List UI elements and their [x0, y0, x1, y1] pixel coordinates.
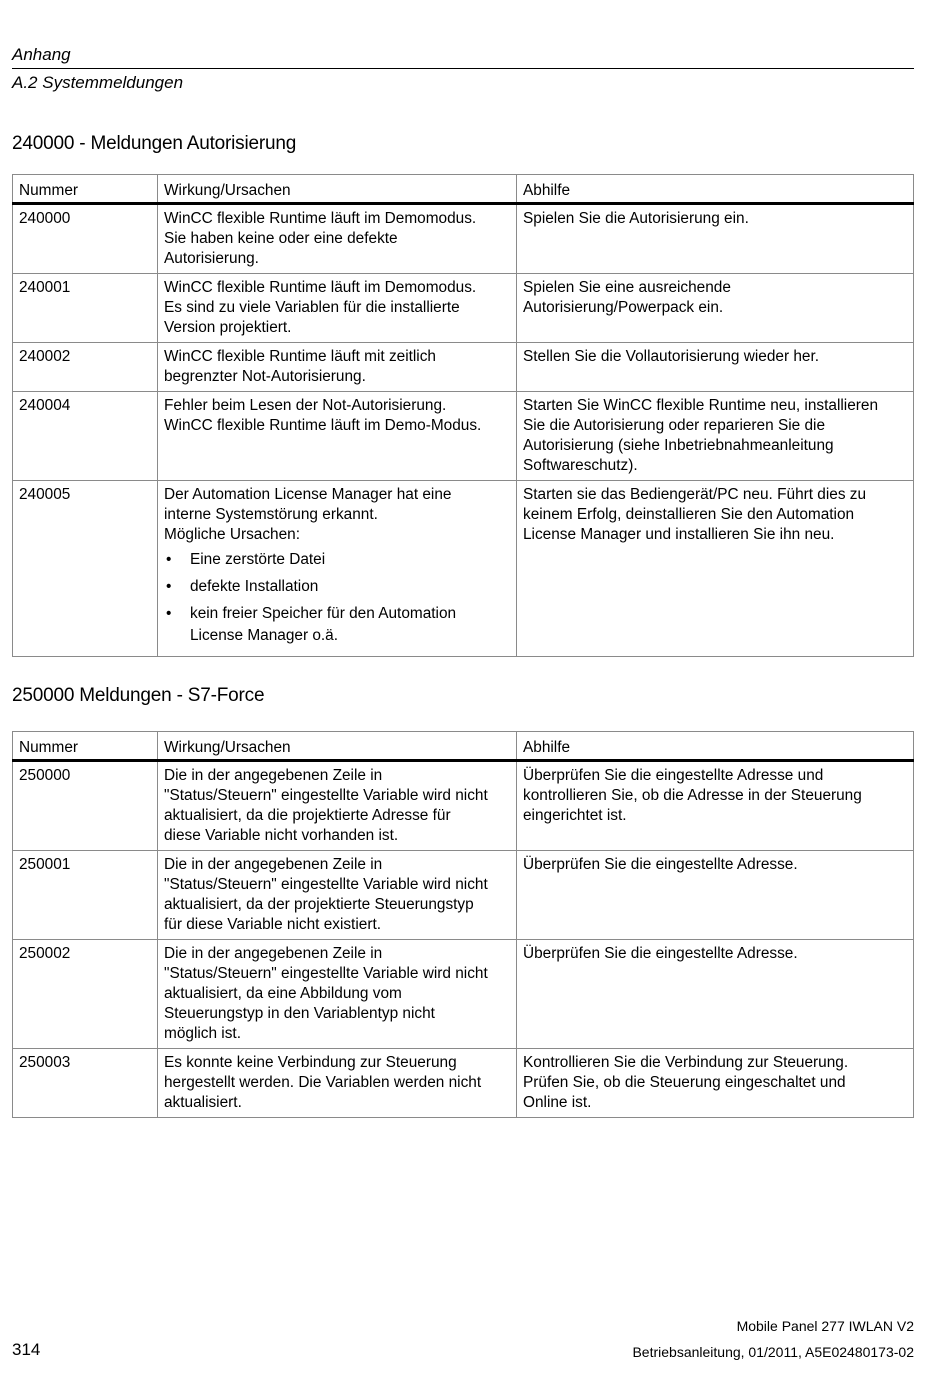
text-line: Autorisierung/Powerpack ein.: [523, 299, 724, 316]
text-line: Es konnte keine Verbindung zur Steuerung: [164, 1054, 457, 1071]
footer-product: Mobile Panel 277 IWLAN V2: [736, 1318, 914, 1334]
running-head-section: A.2 Systemmeldungen: [12, 73, 184, 92]
text-line: möglich ist.: [164, 1025, 241, 1042]
text-line: eingerichtet ist.: [523, 807, 627, 824]
header-nummer: Nummer: [13, 175, 158, 204]
text-line: WinCC flexible Runtime läuft im Demomodus.: [164, 279, 477, 296]
cell-nummer: 250003: [13, 1049, 158, 1118]
cell-nummer: 240000: [13, 204, 158, 274]
text-line: "Status/Steuern" eingestellte Variable wird nicht: [164, 787, 488, 804]
text-line: Starten sie das Bediengerät/PC neu. Führt dies zu: [523, 486, 867, 503]
running-head: [12, 42, 914, 95]
cell-abhilfe: [517, 204, 914, 274]
table-row: [13, 204, 914, 274]
footer-doc-info: Betriebsanleitung, 01/2011, A5E02480173-02: [632, 1344, 914, 1360]
text-line: Steuerungstyp in den Variablentyp nicht: [164, 1005, 435, 1022]
text-line: WinCC flexible Runtime läuft mit zeitlich: [164, 348, 436, 365]
running-head-rule: [12, 68, 914, 69]
text-line: aktualisiert, da eine Abbildung vom: [164, 985, 402, 1002]
cell-wirkung: [158, 343, 517, 392]
table-row: [13, 1049, 914, 1118]
table-row: [13, 343, 914, 392]
text-line: Die in der angegebenen Zeile in: [164, 945, 383, 962]
text-line: begrenzter Not-Autorisierung.: [164, 368, 366, 385]
text-line: Überprüfen Sie die eingestellte Adresse und: [523, 767, 824, 784]
cell-wirkung: [158, 274, 517, 343]
cell-wirkung: [158, 761, 517, 851]
table-row: [13, 851, 914, 940]
text-line: Der Automation License Manager hat eine: [164, 486, 452, 503]
cell-nummer: 240001: [13, 274, 158, 343]
table-250000: [12, 731, 914, 1118]
text-line: aktualisiert.: [164, 1094, 242, 1111]
table-row: [13, 940, 914, 1049]
text-line: keinem Erfolg, deinstallieren Sie den Automation: [523, 506, 855, 523]
text-line: Autorisierung (siehe Inbetriebnahmeanleitung: [523, 437, 834, 454]
causes-list: [164, 549, 511, 647]
cell-nummer: 250002: [13, 940, 158, 1049]
cell-wirkung: [158, 851, 517, 940]
cell-abhilfe: [517, 1049, 914, 1118]
section-title-250000: 250000 Meldungen - S7-Force: [12, 685, 265, 706]
text-line: Prüfen Sie, ob die Steuerung eingeschaltet und: [523, 1074, 846, 1091]
table-row: [13, 481, 914, 657]
text-line: Starten Sie WinCC flexible Runtime neu, installieren: [523, 397, 878, 414]
text-line: Sie die Autorisierung oder reparieren Sie die: [523, 417, 826, 434]
cell-nummer: 250000: [13, 761, 158, 851]
page-number: 314: [12, 1340, 41, 1359]
text-line: für diese Variable nicht existiert.: [164, 916, 381, 933]
table-row: [13, 761, 914, 851]
text-line: WinCC flexible Runtime läuft im Demomodus.: [164, 210, 477, 227]
cell-nummer: 240004: [13, 392, 158, 481]
cell-wirkung: [158, 204, 517, 274]
text-line: Spielen Sie eine ausreichende: [523, 279, 731, 296]
table-header-row: [13, 175, 914, 204]
header-wirkung: Wirkung/Ursachen: [158, 175, 517, 204]
cell-abhilfe: [517, 274, 914, 343]
text-line: Es sind zu viele Variablen für die installierte: [164, 299, 460, 316]
cell-abhilfe: [517, 761, 914, 851]
text-line: Spielen Sie die Autorisierung ein.: [523, 210, 749, 227]
text-line: hergestellt werden. Die Variablen werden nicht: [164, 1074, 482, 1091]
cell-wirkung: [158, 481, 517, 657]
text-line: "Status/Steuern" eingestellte Variable wird nicht: [164, 965, 488, 982]
section-title-240000: 240000 - Meldungen Autorisierung: [12, 133, 297, 154]
cell-wirkung: [158, 392, 517, 481]
text-line: Kontrollieren Sie die Verbindung zur Steuerung.: [523, 1054, 849, 1071]
text-line: Die in der angegebenen Zeile in: [164, 856, 383, 873]
text-line: Sie haben keine oder eine defekte: [164, 230, 398, 247]
table-row: [13, 392, 914, 481]
header-nummer: Nummer: [13, 732, 158, 761]
table-header-row: [13, 732, 914, 761]
text-line: aktualisiert, da der projektierte Steuerungstyp: [164, 896, 474, 913]
text-line: Softwareschutz).: [523, 457, 638, 474]
cell-nummer: 240005: [13, 481, 158, 657]
list-item: • kein freier Speicher für den Automation License Manager o.ä.: [164, 603, 511, 647]
running-head-chapter: Anhang: [12, 45, 71, 64]
text-line: Autorisierung.: [164, 250, 259, 267]
header-abhilfe: Abhilfe: [517, 175, 914, 204]
header-abhilfe: Abhilfe: [517, 732, 914, 761]
text-line: Überprüfen Sie die eingestellte Adresse.: [523, 945, 798, 962]
cell-abhilfe: [517, 392, 914, 481]
text-line: Die in der angegebenen Zeile in: [164, 767, 383, 784]
cell-nummer: 240002: [13, 343, 158, 392]
cell-wirkung: [158, 940, 517, 1049]
text-line: diese Variable nicht vorhanden ist.: [164, 827, 399, 844]
cell-abhilfe: [517, 481, 914, 657]
list-item: • Eine zerstörte Datei: [164, 549, 511, 571]
text-line: License Manager und installieren Sie ihn neu.: [523, 526, 835, 543]
table-row: [13, 274, 914, 343]
cell-abhilfe: [517, 343, 914, 392]
text-line: Fehler beim Lesen der Not-Autorisierung.: [164, 397, 447, 414]
cell-nummer: 250001: [13, 851, 158, 940]
header-wirkung: Wirkung/Ursachen: [158, 732, 517, 761]
table-240000: [12, 174, 914, 657]
text-line: interne Systemstörung erkannt.: [164, 506, 378, 523]
text-line: aktualisiert, da die projektierte Adresse für: [164, 807, 451, 824]
cell-wirkung: [158, 1049, 517, 1118]
text-line: Stellen Sie die Vollautorisierung wieder her.: [523, 348, 820, 365]
cell-abhilfe: [517, 851, 914, 940]
list-item: • defekte Installation: [164, 576, 511, 598]
text-line: Mögliche Ursachen:: [164, 526, 301, 543]
text-line: "Status/Steuern" eingestellte Variable wird nicht: [164, 876, 488, 893]
cell-abhilfe: [517, 940, 914, 1049]
text-line: Überprüfen Sie die eingestellte Adresse.: [523, 856, 798, 873]
text-line: WinCC flexible Runtime läuft im Demo-Modus.: [164, 417, 482, 434]
text-line: Online ist.: [523, 1094, 592, 1111]
text-line: kontrollieren Sie, ob die Adresse in der Steuerung: [523, 787, 862, 804]
text-line: Version projektiert.: [164, 319, 292, 336]
